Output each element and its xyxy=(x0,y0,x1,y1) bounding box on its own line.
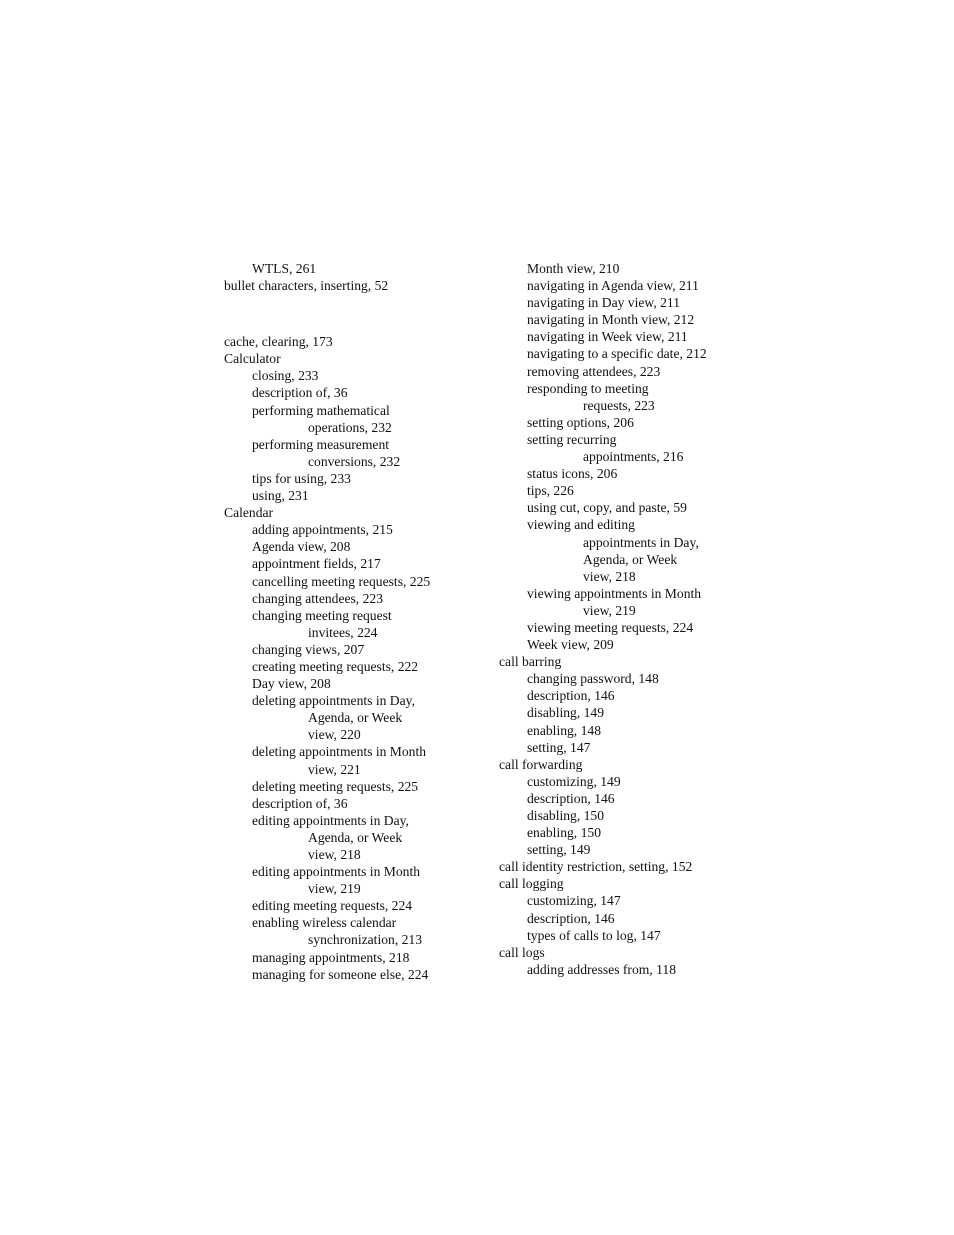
index-continuation: synchronization, 213 xyxy=(308,932,423,948)
index-continuation: appointments in Day, xyxy=(583,534,699,550)
index-subentry: viewing and editing xyxy=(527,517,635,533)
index-continuation: view, 219 xyxy=(308,881,361,897)
index-subentry: Week view, 209 xyxy=(527,637,614,653)
index-subentry: setting options, 206 xyxy=(527,414,634,430)
index-subentry: viewing meeting requests, 224 xyxy=(527,619,694,635)
index-subentry: navigating in Day view, 211 xyxy=(527,295,681,311)
index-main-entry: call logging xyxy=(499,876,564,892)
index-main-entry: cache, clearing, 173 xyxy=(224,334,333,350)
index-subentry: removing attendees, 223 xyxy=(527,363,661,379)
index-subentry: managing for someone else, 224 xyxy=(252,966,429,982)
index-continuation: view, 220 xyxy=(308,727,361,743)
index-subentry: managing appointments, 218 xyxy=(252,949,410,965)
index-subentry: WTLS, 261 xyxy=(252,261,317,276)
index-subentry: editing appointments in Day, xyxy=(252,812,409,828)
index-continuation: conversions, 232 xyxy=(308,453,401,469)
index-subentry: editing meeting requests, 224 xyxy=(252,898,413,914)
index-continuation: view, 221 xyxy=(308,761,361,777)
index-subentry: description of, 36 xyxy=(252,795,348,811)
index-continuation: requests, 223 xyxy=(583,397,655,413)
index-subentry: navigating to a specific date, 212 xyxy=(527,346,707,362)
index-subentry: tips, 226 xyxy=(527,483,574,499)
index-continuation: view, 218 xyxy=(583,568,636,584)
index-subentry: performing measurement xyxy=(252,436,390,452)
index-subentry: description, 146 xyxy=(527,688,615,704)
index-subentry: description of, 36 xyxy=(252,385,348,401)
index-column-right xyxy=(499,260,759,978)
index-subentry: changing views, 207 xyxy=(252,641,365,657)
index-subentry: types of calls to log, 147 xyxy=(527,927,661,943)
index-main-entry: call barring xyxy=(499,654,562,670)
index-subentry: changing password, 148 xyxy=(527,671,659,687)
index-subentry: setting recurring xyxy=(527,431,617,447)
index-subentry: navigating in Agenda view, 211 xyxy=(527,278,699,294)
index-subentry: navigating in Month view, 212 xyxy=(527,312,695,328)
index-subentry: performing mathematical xyxy=(252,402,390,418)
index-continuation: view, 219 xyxy=(583,602,636,618)
index-continuation: appointments, 216 xyxy=(583,449,684,465)
index-subentry: adding addresses from, 118 xyxy=(527,961,676,977)
index-subentry: setting, 149 xyxy=(527,842,591,858)
index-subentry: creating meeting requests, 222 xyxy=(252,658,419,674)
index-subentry: navigating in Week view, 211 xyxy=(527,329,688,345)
index-main-entry: call logs xyxy=(499,944,545,960)
index-main-entry: call identity restriction, setting, 152 xyxy=(499,859,693,875)
index-continuation: Agenda, or Week xyxy=(308,710,403,726)
index-main-entry: bullet characters, inserting, 52 xyxy=(224,278,389,294)
index-subentry: tips for using, 233 xyxy=(252,470,351,486)
index-subentry: Day view, 208 xyxy=(252,676,331,692)
index-subentry: disabling, 150 xyxy=(527,808,605,823)
index-subentry: Month view, 210 xyxy=(527,261,620,276)
index-subentry: deleting appointments in Month xyxy=(252,744,427,760)
index-subentry: using, 231 xyxy=(252,488,309,504)
index-subentry: status icons, 206 xyxy=(527,466,618,482)
index-subentry: description, 146 xyxy=(527,910,615,926)
index-subentry: deleting meeting requests, 225 xyxy=(252,778,419,794)
index-continuation: Agenda, or Week xyxy=(308,829,403,845)
index-main-entry: Calculator xyxy=(224,351,281,367)
index-subentry: customizing, 149 xyxy=(527,773,621,789)
index-main-entry: call forwarding xyxy=(499,756,583,772)
index-subentry: editing appointments in Month xyxy=(252,864,421,880)
index-subentry: cancelling meeting requests, 225 xyxy=(252,573,431,589)
section-gap xyxy=(224,294,474,333)
index-continuation: invitees, 224 xyxy=(308,624,378,640)
index-subentry: changing attendees, 223 xyxy=(252,590,383,606)
index-subentry: responding to meeting xyxy=(527,380,649,396)
index-subentry: enabling, 150 xyxy=(527,825,601,841)
index-subentry: using cut, copy, and paste, 59 xyxy=(527,500,687,516)
index-subentry: enabling, 148 xyxy=(527,722,601,738)
index-subentry: changing meeting request xyxy=(252,607,392,623)
index-main-entry: Calendar xyxy=(224,505,274,521)
index-continuation: view, 218 xyxy=(308,847,361,862)
index-subentry: closing, 233 xyxy=(252,368,319,384)
index-subentry: description, 146 xyxy=(527,790,615,806)
index-subentry: adding appointments, 215 xyxy=(252,522,393,538)
index-subentry: setting, 147 xyxy=(527,739,591,755)
index-subentry: appointment fields, 217 xyxy=(252,556,381,572)
index-subentry: deleting appointments in Day, xyxy=(252,693,415,709)
index-subentry: enabling wireless calendar xyxy=(252,915,397,931)
index-subentry: disabling, 149 xyxy=(527,705,605,721)
index-subentry: customizing, 147 xyxy=(527,893,621,909)
index-continuation: Agenda, or Week xyxy=(583,551,678,567)
index-subentry: Agenda view, 208 xyxy=(252,539,351,555)
index-column-left xyxy=(224,260,474,983)
index-continuation: operations, 232 xyxy=(308,419,392,435)
index-subentry: viewing appointments in Month xyxy=(527,585,702,601)
